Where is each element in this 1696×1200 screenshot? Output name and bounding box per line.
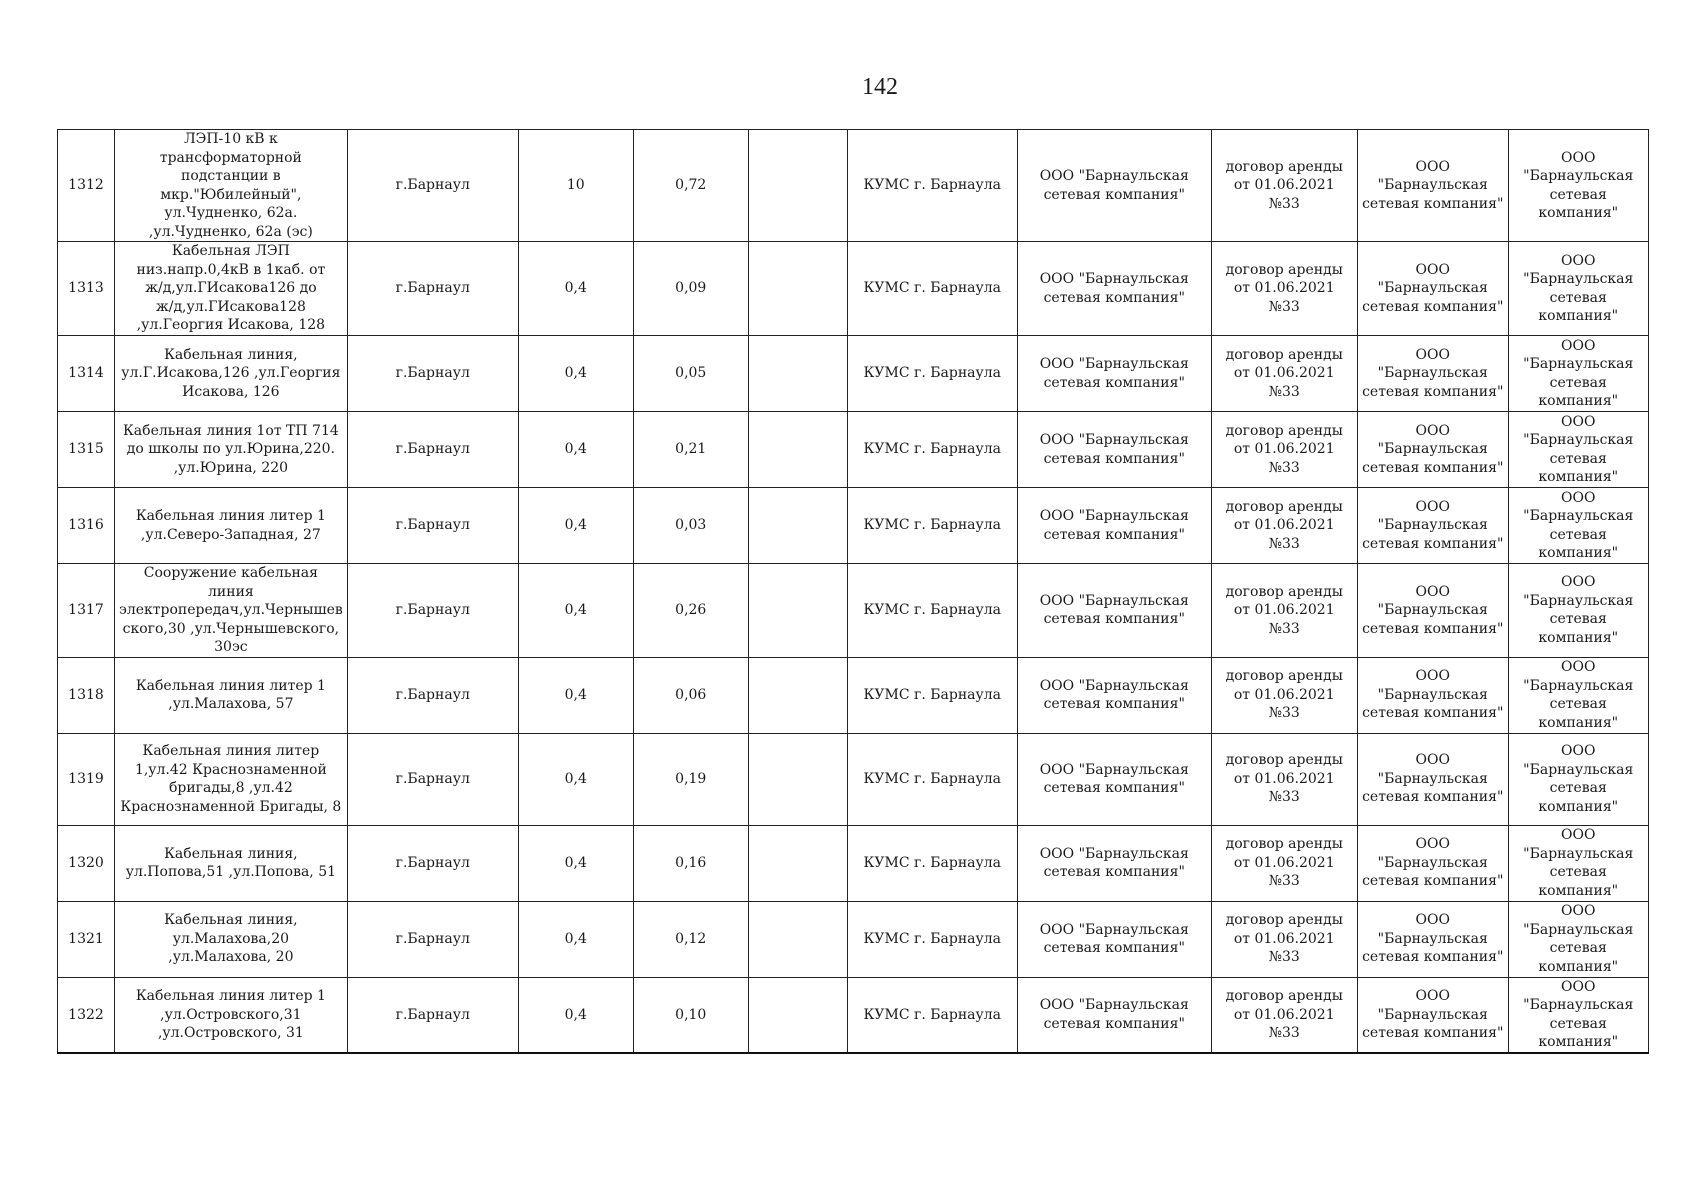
document-cell: договор аренды от 01.06.2021 №33 <box>1211 825 1357 901</box>
operator-alt-cell: ООО "Барнаульская сетевая компания" <box>1508 242 1648 336</box>
empty-cell <box>748 242 847 336</box>
voltage-cell: 0,4 <box>518 564 633 658</box>
city-cell: г.Барнаул <box>347 488 518 564</box>
length-cell: 0,09 <box>633 242 748 336</box>
city-cell: г.Барнаул <box>347 977 518 1053</box>
city-cell: г.Барнаул <box>347 242 518 336</box>
length-cell: 0,05 <box>633 336 748 412</box>
object-name-cell: Сооружение кабельная линия электропередач,ул.Чернышев ского,30 ,ул.Чернышевского, 30эс <box>115 564 348 658</box>
table-row <box>58 488 1649 564</box>
operator-cell: ООО "Барнаульская сетевая компания" <box>1357 825 1508 901</box>
length-cell: 0,26 <box>633 564 748 658</box>
object-name-cell: Кабельная линия литер 1 ,ул.Северо-Западная, 27 <box>115 488 348 564</box>
empty-cell <box>748 901 847 977</box>
table-row <box>58 130 1649 242</box>
page-number: 142 <box>862 74 898 100</box>
table-row <box>58 412 1649 488</box>
owner-cell: КУМС г. Барнаула <box>847 825 1017 901</box>
voltage-cell: 0,4 <box>518 977 633 1053</box>
empty-cell <box>748 130 847 242</box>
owner-cell: КУМС г. Барнаула <box>847 977 1017 1053</box>
row-number-cell: 1319 <box>58 733 115 825</box>
operator-alt-cell: ООО "Барнаульская сетевая компания" <box>1508 336 1648 412</box>
operator-alt-cell: ООО "Барнаульская сетевая компания" <box>1508 488 1648 564</box>
empty-cell <box>748 336 847 412</box>
owner-cell: КУМС г. Барнаула <box>847 657 1017 733</box>
empty-cell <box>748 977 847 1053</box>
document-cell: договор аренды от 01.06.2021 №33 <box>1211 412 1357 488</box>
document-cell: договор аренды от 01.06.2021 №33 <box>1211 564 1357 658</box>
row-number-cell: 1320 <box>58 825 115 901</box>
operator-alt-cell: ООО "Барнаульская сетевая компания" <box>1508 901 1648 977</box>
row-number-cell: 1315 <box>58 412 115 488</box>
organization-cell: ООО "Барнаульская сетевая компания" <box>1017 733 1211 825</box>
registry-table <box>57 129 1649 1054</box>
operator-alt-cell: ООО "Барнаульская сетевая компания" <box>1508 733 1648 825</box>
organization-cell: ООО "Барнаульская сетевая компания" <box>1017 242 1211 336</box>
organization-cell: ООО "Барнаульская сетевая компания" <box>1017 901 1211 977</box>
length-cell: 0,06 <box>633 657 748 733</box>
organization-cell: ООО "Барнаульская сетевая компания" <box>1017 825 1211 901</box>
empty-cell <box>748 733 847 825</box>
length-cell: 0,16 <box>633 825 748 901</box>
voltage-cell: 10 <box>518 130 633 242</box>
voltage-cell: 0,4 <box>518 657 633 733</box>
row-number-cell: 1312 <box>58 130 115 242</box>
owner-cell: КУМС г. Барнаула <box>847 130 1017 242</box>
row-number-cell: 1318 <box>58 657 115 733</box>
organization-cell: ООО "Барнаульская сетевая компания" <box>1017 130 1211 242</box>
owner-cell: КУМС г. Барнаула <box>847 733 1017 825</box>
empty-cell <box>748 412 847 488</box>
voltage-cell: 0,4 <box>518 336 633 412</box>
city-cell: г.Барнаул <box>347 412 518 488</box>
table-row <box>58 901 1649 977</box>
owner-cell: КУМС г. Барнаула <box>847 336 1017 412</box>
empty-cell <box>748 488 847 564</box>
operator-cell: ООО "Барнаульская сетевая компания" <box>1357 336 1508 412</box>
document-cell: договор аренды от 01.06.2021 №33 <box>1211 242 1357 336</box>
empty-cell <box>748 657 847 733</box>
organization-cell: ООО "Барнаульская сетевая компания" <box>1017 488 1211 564</box>
operator-alt-cell: ООО "Барнаульская сетевая компания" <box>1508 412 1648 488</box>
object-name-cell: Кабельная линия, ул.Попова,51 ,ул.Попова, 51 <box>115 825 348 901</box>
document-cell: договор аренды от 01.06.2021 №33 <box>1211 977 1357 1053</box>
length-cell: 0,12 <box>633 901 748 977</box>
organization-cell: ООО "Барнаульская сетевая компания" <box>1017 336 1211 412</box>
document-cell: договор аренды от 01.06.2021 №33 <box>1211 336 1357 412</box>
operator-cell: ООО "Барнаульская сетевая компания" <box>1357 130 1508 242</box>
owner-cell: КУМС г. Барнаула <box>847 488 1017 564</box>
object-name-cell: Кабельная линия, ул.Малахова,20 ,ул.Малахова, 20 <box>115 901 348 977</box>
empty-cell <box>748 564 847 658</box>
length-cell: 0,72 <box>633 130 748 242</box>
row-number-cell: 1314 <box>58 336 115 412</box>
object-name-cell: ЛЭП-10 кВ к трансформаторной подстанции в мкр."Юбилейный", ул.Чудненко, 62а. ,ул.Чудненко, 62а (эс) <box>115 130 348 242</box>
document-cell: договор аренды от 01.06.2021 №33 <box>1211 130 1357 242</box>
operator-alt-cell: ООО "Барнаульская сетевая компания" <box>1508 130 1648 242</box>
object-name-cell: Кабельная линия литер 1 ,ул.Малахова, 57 <box>115 657 348 733</box>
organization-cell: ООО "Барнаульская сетевая компания" <box>1017 564 1211 658</box>
row-number-cell: 1317 <box>58 564 115 658</box>
operator-cell: ООО "Барнаульская сетевая компания" <box>1357 901 1508 977</box>
operator-alt-cell: ООО "Барнаульская сетевая компания" <box>1508 657 1648 733</box>
table-row <box>58 564 1649 658</box>
voltage-cell: 0,4 <box>518 733 633 825</box>
operator-cell: ООО "Барнаульская сетевая компания" <box>1357 564 1508 658</box>
length-cell: 0,03 <box>633 488 748 564</box>
voltage-cell: 0,4 <box>518 901 633 977</box>
table-row <box>58 825 1649 901</box>
table-row <box>58 657 1649 733</box>
organization-cell: ООО "Барнаульская сетевая компания" <box>1017 657 1211 733</box>
city-cell: г.Барнаул <box>347 901 518 977</box>
city-cell: г.Барнаул <box>347 733 518 825</box>
voltage-cell: 0,4 <box>518 825 633 901</box>
city-cell: г.Барнаул <box>347 336 518 412</box>
row-number-cell: 1313 <box>58 242 115 336</box>
organization-cell: ООО "Барнаульская сетевая компания" <box>1017 977 1211 1053</box>
city-cell: г.Барнаул <box>347 564 518 658</box>
empty-cell <box>748 825 847 901</box>
table-row <box>58 242 1649 336</box>
document-cell: договор аренды от 01.06.2021 №33 <box>1211 488 1357 564</box>
city-cell: г.Барнаул <box>347 130 518 242</box>
owner-cell: КУМС г. Барнаула <box>847 901 1017 977</box>
organization-cell: ООО "Барнаульская сетевая компания" <box>1017 412 1211 488</box>
voltage-cell: 0,4 <box>518 242 633 336</box>
voltage-cell: 0,4 <box>518 412 633 488</box>
owner-cell: КУМС г. Барнаула <box>847 242 1017 336</box>
operator-alt-cell: ООО "Барнаульская сетевая компания" <box>1508 564 1648 658</box>
voltage-cell: 0,4 <box>518 488 633 564</box>
operator-alt-cell: ООО "Барнаульская сетевая компания" <box>1508 825 1648 901</box>
row-number-cell: 1321 <box>58 901 115 977</box>
length-cell: 0,19 <box>633 733 748 825</box>
row-number-cell: 1316 <box>58 488 115 564</box>
object-name-cell: Кабельная линия литер 1 ,ул.Островского,31 ,ул.Островского, 31 <box>115 977 348 1053</box>
length-cell: 0,10 <box>633 977 748 1053</box>
operator-cell: ООО "Барнаульская сетевая компания" <box>1357 733 1508 825</box>
operator-cell: ООО "Барнаульская сетевая компания" <box>1357 488 1508 564</box>
city-cell: г.Барнаул <box>347 825 518 901</box>
object-name-cell: Кабельная линия, ул.Г.Исакова,126 ,ул.Георгия Исакова, 126 <box>115 336 348 412</box>
city-cell: г.Барнаул <box>347 657 518 733</box>
object-name-cell: Кабельная ЛЭП низ.напр.0,4кВ в 1каб. от ж/д,ул.ГИсакова126 до ж/д,ул.ГИсакова128 ,ул.Георгия Исакова, 128 <box>115 242 348 336</box>
owner-cell: КУМС г. Барнаула <box>847 412 1017 488</box>
row-number-cell: 1322 <box>58 977 115 1053</box>
operator-cell: ООО "Барнаульская сетевая компания" <box>1357 242 1508 336</box>
table-row <box>58 733 1649 825</box>
document-cell: договор аренды от 01.06.2021 №33 <box>1211 901 1357 977</box>
length-cell: 0,21 <box>633 412 748 488</box>
document-cell: договор аренды от 01.06.2021 №33 <box>1211 733 1357 825</box>
table-row <box>58 977 1649 1053</box>
object-name-cell: Кабельная линия литер 1,ул.42 Краснознаменной бригады,8 ,ул.42 Краснознаменной Бригады, 8 <box>115 733 348 825</box>
operator-alt-cell: ООО "Барнаульская сетевая компания" <box>1508 977 1648 1053</box>
table-row <box>58 336 1649 412</box>
object-name-cell: Кабельная линия 1от ТП 714 до школы по ул.Юрина,220. ,ул.Юрина, 220 <box>115 412 348 488</box>
document-cell: договор аренды от 01.06.2021 №33 <box>1211 657 1357 733</box>
owner-cell: КУМС г. Барнаула <box>847 564 1017 658</box>
operator-cell: ООО "Барнаульская сетевая компания" <box>1357 412 1508 488</box>
operator-cell: ООО "Барнаульская сетевая компания" <box>1357 977 1508 1053</box>
operator-cell: ООО "Барнаульская сетевая компания" <box>1357 657 1508 733</box>
